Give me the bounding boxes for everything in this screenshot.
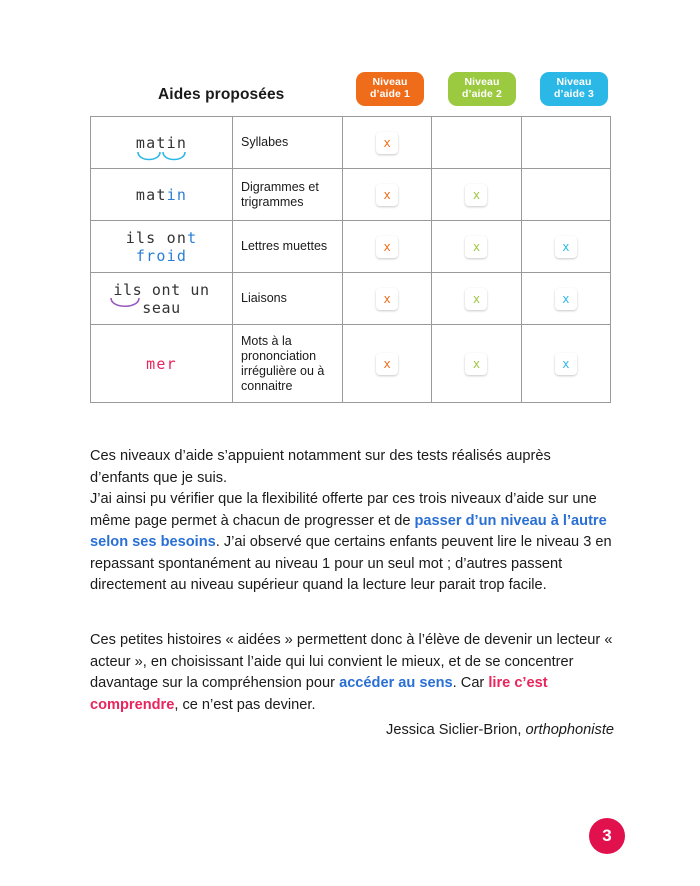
- level-pill-3: [540, 72, 608, 106]
- word-prefix: ils on: [125, 228, 188, 247]
- paragraph-two-part-b: . Car: [452, 675, 489, 691]
- desc-cell: Liaisons: [233, 273, 343, 325]
- level2-cell: [432, 273, 521, 325]
- signature-name: Jessica Siclier-Brion,: [386, 722, 522, 738]
- level1-cell: [343, 117, 432, 169]
- mark-level2: x: [465, 184, 487, 206]
- mark-level1: x: [376, 288, 398, 310]
- level1-cell: [343, 221, 432, 273]
- level-pill-2: [448, 72, 516, 106]
- mark-level1: x: [376, 236, 398, 258]
- syllable-arcs-icon: [136, 151, 188, 169]
- signature: [90, 722, 614, 738]
- highlight-niveaux: passer d’un niveau à l’autre selon ses besoins: [90, 512, 607, 550]
- liaison-arc-icon: [109, 297, 143, 315]
- word-cell-liaisons: [91, 273, 233, 325]
- table-row: [91, 273, 611, 325]
- table-row: [91, 325, 611, 403]
- mark-level3: x: [555, 236, 577, 258]
- level1-cell: [343, 325, 432, 403]
- word-suffix-highlight: t froid: [135, 228, 198, 265]
- word-cell-prononciation: [91, 325, 233, 403]
- paragraph-one-part-b: J’ai ainsi pu vérifier que la flexibilité offerte par ces trois niveaux d’aide sur une même page permet à chacun de progresser et de: [90, 491, 597, 529]
- word-text: mer: [146, 354, 177, 373]
- paragraph-two-part-c: , ce n’est pas deviner.: [174, 696, 316, 713]
- word-cell-lettres-muettes: [91, 221, 233, 273]
- level1-cell: [343, 273, 432, 325]
- level2-cell: [432, 325, 521, 403]
- paragraph-one-part-c: . J’ai observé que certains enfants peuvent lire le niveau 3 en repassant spontanément au niveau 1 pour un seul mot ; d’autres passent directement au niveau supérieur quand la lecture leur parait trop facile.: [90, 534, 612, 593]
- level-pill-1-line1: Niveau: [372, 76, 408, 88]
- level3-cell: [521, 221, 610, 273]
- paragraph-one-part-a: Ces niveaux d’aide s’appuient notamment sur des tests réalisés auprès d’enfants que je suis.: [90, 448, 551, 486]
- table-title: Aides proposées: [158, 86, 285, 103]
- word-text: ils ont un seau: [113, 280, 210, 317]
- word-suffix-highlight: in: [166, 185, 188, 204]
- level-pill-2-line2: d’aide 2: [462, 88, 502, 100]
- level-pill-3-line1: Niveau: [556, 76, 592, 88]
- desc-cell: Lettres muettes: [233, 221, 343, 273]
- mark-level2: x: [465, 288, 487, 310]
- page-number-badge: 3: [589, 818, 625, 854]
- level-pill-2-line1: Niveau: [464, 76, 500, 88]
- word-text: matin: [135, 133, 188, 152]
- level2-cell: [432, 169, 521, 221]
- table-row: [91, 169, 611, 221]
- level-pill-1: [356, 72, 424, 106]
- mark-level2: x: [465, 236, 487, 258]
- word-cell-digrammes: [91, 169, 233, 221]
- paragraph-two-part-a: Ces petites histoires « aidées » permettent donc à l’élève de devenir un lecteur « acteur », en choisissant l’aide qui lui convient le mieux, et de se concentrer davantage sur la compréhension pour: [90, 632, 613, 691]
- mark-level1: x: [376, 353, 398, 375]
- word-prefix: mat: [135, 185, 167, 204]
- level2-cell: [432, 221, 521, 273]
- desc-cell: Syllabes: [233, 117, 343, 169]
- paragraph-one: [90, 446, 614, 597]
- level-pill-3-line2: d’aide 3: [554, 88, 594, 100]
- level3-cell: [521, 169, 610, 221]
- table-row: [91, 117, 611, 169]
- table-row: [91, 221, 611, 273]
- aides-table: [90, 116, 611, 403]
- highlight-acceder-au-sens: accéder au sens: [339, 675, 453, 691]
- level1-cell: [343, 169, 432, 221]
- signature-role: orthophoniste: [525, 722, 614, 738]
- level2-cell: [432, 117, 521, 169]
- table-header: [90, 72, 610, 116]
- mark-level3: x: [555, 288, 577, 310]
- desc-cell: Mots à la prononciation irrégulière ou à connaitre: [233, 325, 343, 403]
- mark-level1: x: [376, 184, 398, 206]
- level3-cell: [521, 325, 610, 403]
- mark-level1: x: [376, 132, 398, 154]
- desc-cell: Digrammes et trigrammes: [233, 169, 343, 221]
- paragraph-two: [90, 630, 614, 716]
- mark-level3: x: [555, 353, 577, 375]
- level3-cell: [521, 117, 610, 169]
- mark-level2: x: [465, 353, 487, 375]
- word-cell-syllabes: [91, 117, 233, 169]
- level3-cell: [521, 273, 610, 325]
- highlight-lire-cest-comprendre: lire c’est comprendre: [90, 675, 548, 713]
- level-pill-1-line2: d’aide 1: [370, 88, 410, 100]
